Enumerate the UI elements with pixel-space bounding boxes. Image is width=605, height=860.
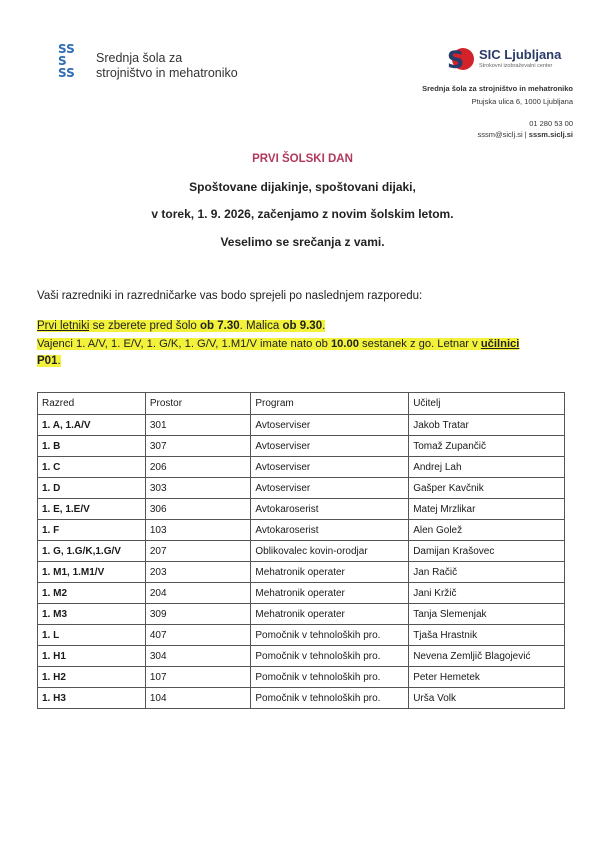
address-email[interactable]: sssm@siclj.si — [477, 130, 523, 139]
class-cell: 1. H1 — [38, 646, 146, 667]
svg-text:SS: SS — [58, 42, 75, 56]
first-years-text2: . Malica — [239, 320, 283, 332]
class-cell: 1. C — [38, 457, 146, 478]
table-header-row — [38, 393, 565, 415]
teacher-cell: Alen Golež — [409, 520, 565, 541]
teacher-cell: Gašper Kavčnik — [409, 478, 565, 499]
program-cell: Avtokaroserist — [251, 499, 409, 520]
program-cell: Mehatronik operater — [251, 562, 409, 583]
program-cell: Pomočnik v tehnoloških pro. — [251, 667, 409, 688]
first-years-line — [37, 320, 325, 332]
sic-subtitle: Strokovni izobraževalni center — [479, 63, 553, 69]
class-cell: 1. M2 — [38, 583, 146, 604]
teacher-cell: Jan Račič — [409, 562, 565, 583]
table-row — [38, 583, 565, 604]
teacher-cell: Urša Volk — [409, 688, 565, 709]
teacher-cell: Jani Kržič — [409, 583, 565, 604]
apprentices-text2: sestanek z go. Letnar v — [358, 338, 481, 350]
table-row — [38, 436, 565, 457]
table-row — [38, 625, 565, 646]
table-row — [38, 499, 565, 520]
teacher-cell: Jakob Tratar — [409, 415, 565, 436]
meeting-time: 10.00 — [330, 338, 359, 350]
room-cell: 206 — [145, 457, 251, 478]
room-cell: 301 — [145, 415, 251, 436]
svg-text:S: S — [58, 54, 67, 68]
class-cell: 1. B — [38, 436, 146, 457]
program-cell: Avtoserviser — [251, 415, 409, 436]
room-cell: 307 — [145, 436, 251, 457]
teacher-cell: Tomaž Zupančič — [409, 436, 565, 457]
table-row — [38, 520, 565, 541]
letter-title: PRVI ŠOLSKI DAN — [252, 153, 353, 165]
room-cell: 104 — [145, 688, 251, 709]
program-cell: Mehatronik operater — [251, 583, 409, 604]
teacher-cell: Tanja Slemenjak — [409, 604, 565, 625]
schedule-table — [37, 392, 565, 709]
table-row — [38, 667, 565, 688]
school-name-line2: strojništvo in mehatroniko — [96, 66, 238, 80]
date-line: v torek, 1. 9. 2026, začenjamo z novim šolskim letom. — [151, 207, 454, 221]
table-row — [38, 478, 565, 499]
address-contacts — [478, 130, 573, 139]
room-cell: 107 — [145, 667, 251, 688]
meeting-room: P01 — [37, 355, 58, 367]
teacher-cell: Matej Mrzlikar — [409, 499, 565, 520]
apprentices-line — [37, 338, 519, 350]
sic-title: SIC Ljubljana — [479, 47, 562, 62]
apprentices-line2 — [37, 355, 61, 367]
school-name — [96, 51, 238, 81]
class-cell: 1. G, 1.G/K,1.G/V — [38, 541, 146, 562]
table-row — [38, 562, 565, 583]
sss-logo-icon — [58, 42, 84, 78]
table-body — [38, 415, 565, 709]
address-school-name: Srednja šola za strojništvo in mehatroniko — [422, 84, 573, 93]
program-cell: Avtoserviser — [251, 457, 409, 478]
address-phone: 01 280 53 00 — [529, 119, 573, 128]
class-cell: 1. H2 — [38, 667, 146, 688]
class-cell: 1. A, 1.A/V — [38, 415, 146, 436]
table-row — [38, 688, 565, 709]
first-years-end: . — [322, 320, 326, 332]
table-row — [38, 415, 565, 436]
address-web[interactable]: sssm.siclj.si — [528, 130, 573, 139]
program-cell: Oblikovalec kovin-orodjar — [251, 541, 409, 562]
snack-time: ob 9.30 — [282, 320, 323, 332]
class-cell: 1. H3 — [38, 688, 146, 709]
header-class: Razred — [38, 393, 146, 415]
class-cell: 1. E, 1.E/V — [38, 499, 146, 520]
program-cell: Mehatronik operater — [251, 604, 409, 625]
table-row — [38, 457, 565, 478]
first-years-time: ob 7.30 — [200, 320, 240, 332]
room-cell: 306 — [145, 499, 251, 520]
sic-logo-icon — [446, 44, 476, 74]
svg-text:S: S — [447, 46, 465, 74]
room-cell: 407 — [145, 625, 251, 646]
room-cell: 103 — [145, 520, 251, 541]
program-cell: Avtokaroserist — [251, 520, 409, 541]
room-cell: 207 — [145, 541, 251, 562]
room-cell: 304 — [145, 646, 251, 667]
intro-paragraph: Vaši razredniki in razredničarke vas bodo sprejeli po naslednjem razporedu: — [37, 290, 423, 302]
meeting-room-label: učilnici — [480, 338, 520, 350]
apprentices-text: Vajenci 1. A/V, 1. E/V, 1. G/K, 1. G/V, 1.M1/V imate nato ob — [37, 338, 331, 350]
header-room: Prostor — [145, 393, 251, 415]
table-row — [38, 541, 565, 562]
room-cell: 204 — [145, 583, 251, 604]
teacher-cell: Peter Hemetek — [409, 667, 565, 688]
header-teacher: Učitelj — [409, 393, 565, 415]
teacher-cell: Andrej Lah — [409, 457, 565, 478]
first-years-label: Prvi letniki — [37, 320, 90, 332]
room-cell: 309 — [145, 604, 251, 625]
closing-line: Veselimo se srečanja z vami. — [220, 235, 385, 249]
class-cell: 1. M3 — [38, 604, 146, 625]
room-cell: 303 — [145, 478, 251, 499]
room-cell: 203 — [145, 562, 251, 583]
table-row — [38, 646, 565, 667]
class-cell: 1. D — [38, 478, 146, 499]
program-cell: Pomočnik v tehnoloških pro. — [251, 688, 409, 709]
teacher-cell: Tjaša Hrastnik — [409, 625, 565, 646]
program-cell: Pomočnik v tehnoloških pro. — [251, 625, 409, 646]
program-cell: Pomočnik v tehnoloških pro. — [251, 646, 409, 667]
program-cell: Avtoserviser — [251, 436, 409, 457]
class-cell: 1. M1, 1.M1/V — [38, 562, 146, 583]
apprentices-end: . — [57, 355, 61, 367]
address-street: Ptujska ulica 6, 1000 Ljubljana — [471, 97, 573, 106]
address-separator: | — [524, 130, 527, 139]
greeting: Spoštovane dijakinje, spoštovani dijaki, — [189, 180, 416, 194]
header-program: Program — [251, 393, 409, 415]
class-cell: 1. F — [38, 520, 146, 541]
school-name-line1: Srednja šola za — [96, 51, 183, 65]
class-cell: 1. L — [38, 625, 146, 646]
teacher-cell: Nevena Zemljič Blagojević — [409, 646, 565, 667]
first-years-text: se zberete pred šolo — [89, 320, 200, 332]
teacher-cell: Damijan Krašovec — [409, 541, 565, 562]
program-cell: Avtoserviser — [251, 478, 409, 499]
table-row — [38, 604, 565, 625]
svg-text:SS: SS — [58, 66, 75, 78]
